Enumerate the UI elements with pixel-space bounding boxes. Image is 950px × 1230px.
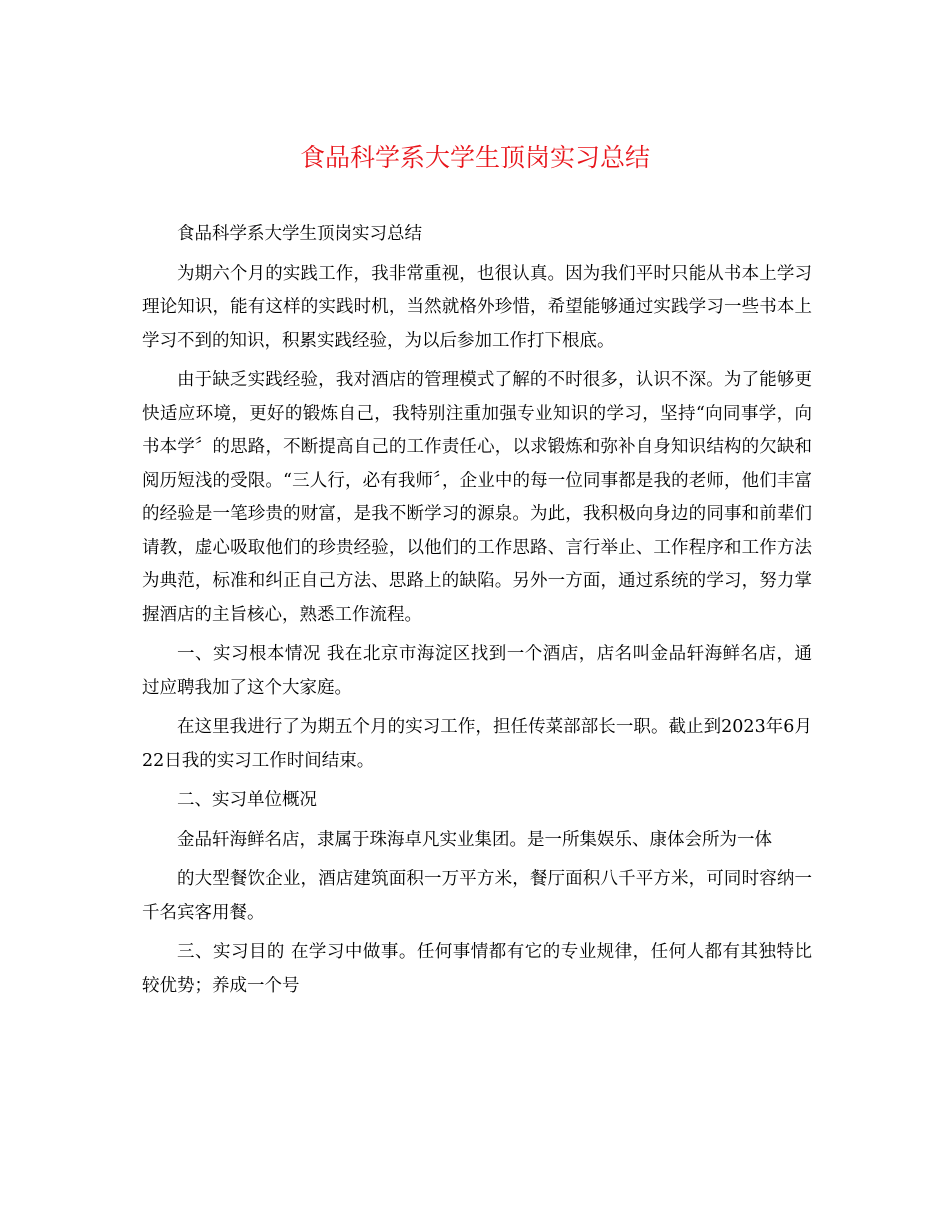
paragraph-section-1: 一、实习根本情况 我在北京市海淀区找到一个酒店，店名叫金品轩海鲜名店，通过应聘我加了这个大家庭。 [142, 644, 812, 698]
paragraph-company-scale: 的大型餐饮企业，酒店建筑面积一万平方米，餐厅面积八千平方米，可同时容纳一千名宾客用餐。 [142, 869, 812, 923]
paragraph-subtitle: 食品科学系大学生顶岗实习总结 [177, 224, 422, 244]
paragraph-company: 金品轩海鲜名店，隶属于珠海卓凡实业集团。是一所集娱乐、康体会所为一体 [177, 829, 772, 850]
document-title: 食品科学系大学生顶岗实习总结 [299, 143, 650, 172]
paragraph-duration: 在这里我进行了为期五个月的实习工作，担任传菜部部长一职。截止到2023年6月22日我的实习工作时间结束。 [142, 717, 812, 771]
paragraph-experience: 由于缺乏实践经验，我对酒店的管理模式了解的不时很多，认识不深。为了能够更快适应环境，更好的锻炼自己，我特别注重加强专业知识的学习，坚持“向同事学，向书本学〞的思路，不断提高自己的工作责任心，以求锻炼和弥补自身知识结构的欠缺和阅历短浅的受限。“三人行，必有我师〞，企业中的每一位同事都是我的老师，他们丰富的经验是一笔珍贵的财富，是我不断学习的源泉。为此，我积极向身边的同事和前辈们请教，虚心吸取他们的珍贵经验，以他们的工作思路、言行举止、工作程序和工作方法为典范，标准和纠正自己方法、思路上的缺陷。另外一方面，通过系统的学习，努力掌握酒店的主旨核心，熟悉工作流程。 [142, 370, 812, 625]
paragraph-section-3: 三、实习目的 在学习中做事。任何事情都有它的专业规律，任何人都有其独特比较优势；养成一个号 [142, 942, 812, 996]
document-body [142, 218, 812, 1009]
paragraph-intro: 为期六个月的实践工作，我非常重视，也很认真。因为我们平时只能从书本上学习理论知识，能有这样的实践时机，当然就格外珍惜，希望能够通过实践学习一些书本上学习不到的知识，积累实践经验，为以后参加工作打下根底。 [142, 263, 812, 351]
paragraph-section-2-heading: 二、实习单位概况 [177, 790, 317, 810]
